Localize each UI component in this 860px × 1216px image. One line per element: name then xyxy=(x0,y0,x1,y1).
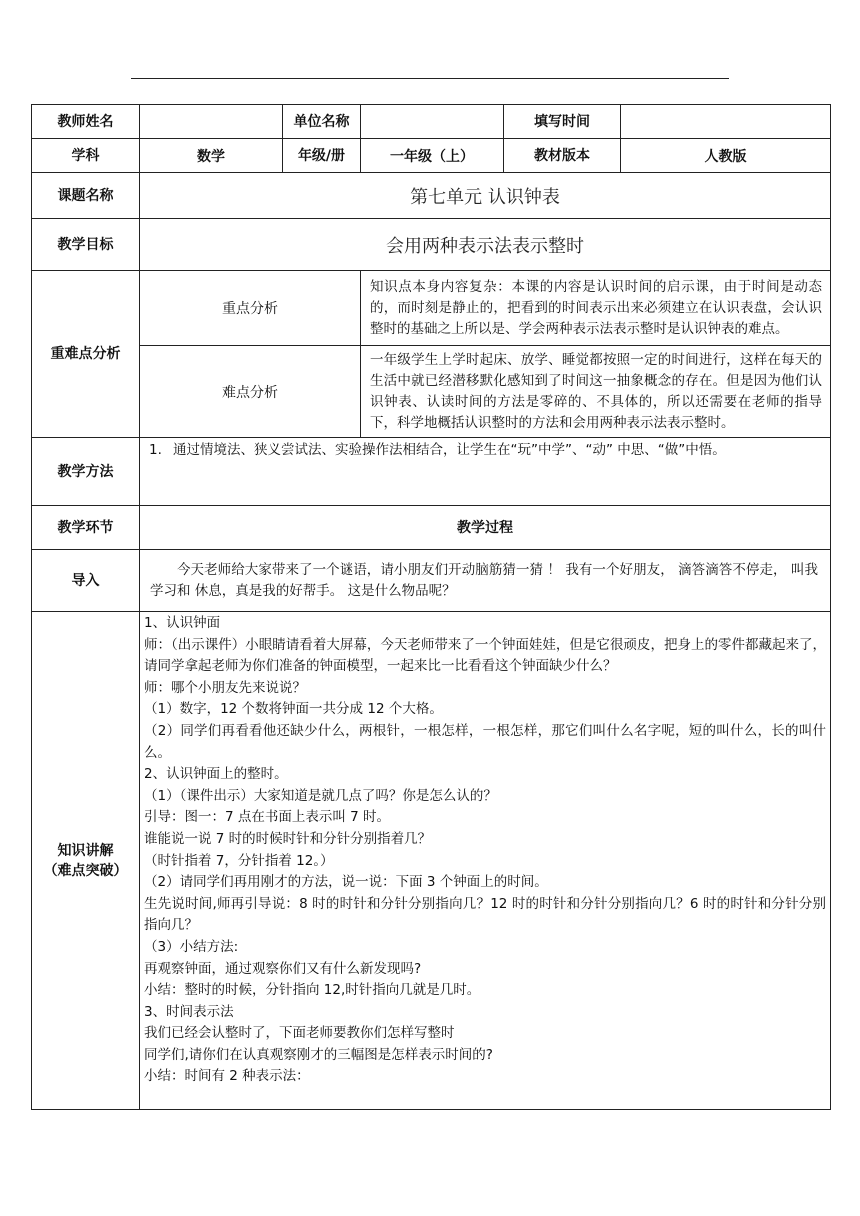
knowledge-line: （时针指着 7，分针指着 12。） xyxy=(144,852,334,869)
knowledge-line: （2）同学们再看看他还缺少什么，两根针，一根怎样，一根怎样，那它们叫什么名字呢，短的叫什么，长的叫什么。 xyxy=(144,722,826,761)
row-intro xyxy=(32,550,831,612)
knowledge-line: 生先说时间,师再引导说：8 时的时针和分针分别指向几？12 时的时针和分针分别指向几？6 时的时针和分针分别指向几？ xyxy=(144,895,826,934)
subject-label: 学科 xyxy=(32,139,140,173)
knowledge-line: 3、时间表示法 xyxy=(144,1003,234,1020)
knowledge-line: 1、认识钟面 xyxy=(144,615,221,631)
teacher-name-field[interactable] xyxy=(140,105,283,139)
row-teaching-method xyxy=(32,438,831,506)
textbook-value: 人教版 xyxy=(621,139,831,173)
unit-name-label: 单位名称 xyxy=(283,105,361,139)
knowledge-line: 同学们,请你们在认真观察刚才的三幅图是怎样表示时间的? xyxy=(144,1046,493,1063)
header-rule xyxy=(131,78,729,79)
teacher-name-label: 教师姓名 xyxy=(32,105,140,139)
row-key-analysis xyxy=(32,271,831,346)
knowledge-line: 小结：整时的时候，分针指向 12,时针指向几就是几时。 xyxy=(144,982,481,999)
row-subject xyxy=(32,139,831,173)
knowledge-label-line-1: 知识讲解 xyxy=(57,842,114,859)
grade-label: 年级/册 xyxy=(283,139,361,173)
knowledge-content xyxy=(140,612,831,1110)
teaching-method-label: 教学方法 xyxy=(32,438,140,506)
knowledge-line: 师：哪个小朋友先来说说？ xyxy=(144,679,306,696)
teaching-goal-label: 教学目标 xyxy=(32,219,140,271)
knowledge-line: （1）（课件出示）大家知道是就几点了吗？你是怎么认的？ xyxy=(144,787,497,804)
knowledge-line: 师：（出示课件）小眼睛请看着大屏幕，今天老师带来了一个钟面娃娃，但是它很顽皮，把身上的零件都藏起来了，请同学拿起老师为你们准备的钟面模型，一起来比一比看看这个钟面缺少什么？ xyxy=(144,636,826,675)
knowledge-label xyxy=(32,612,140,1110)
unit-name-field[interactable] xyxy=(361,105,504,139)
fill-time-label: 填写时间 xyxy=(504,105,621,139)
textbook-label: 教材版本 xyxy=(504,139,621,173)
intro-text: 今天老师给大家带来了一个谜语，请小朋友们开动脑筋猜一猜 ！ 我有一个好朋友， 滴答滴答不停走， 叫我学习和 休息，真是我的好帮手。 这是什么物品呢？ xyxy=(140,550,831,612)
knowledge-line: 我们已经会认整时了，下面老师要教你们怎样写整时 xyxy=(144,1025,455,1042)
teaching-process-label: 教学过程 xyxy=(140,506,831,550)
teaching-method-text-cell xyxy=(140,438,831,506)
difficult-analysis-label: 难点分析 xyxy=(140,346,361,438)
knowledge-line: （2）请同学们再用刚才的方法，说一说：下面 3 个钟面上的时间。 xyxy=(144,874,548,891)
knowledge-line: 引导：图一：7 点在书面上表示叫 7 时。 xyxy=(144,809,391,826)
analysis-label: 重难点分析 xyxy=(32,271,140,438)
key-analysis-label: 重点分析 xyxy=(140,271,361,346)
knowledge-line: 谁能说一说 7 时的时候时针和分针分别指着几？ xyxy=(144,830,432,847)
knowledge-label-line-2: （难点突破） xyxy=(43,862,128,879)
method-item-number: 1. xyxy=(149,442,162,458)
fill-time-field[interactable] xyxy=(621,105,831,139)
row-difficult-analysis xyxy=(32,346,831,438)
method-item-text: 通过情境法、狭义尝试法、实验操作法相结合，让学生在“玩”中学”、“动” 中思、“做”中悟。 xyxy=(173,442,726,458)
row-teaching-goal xyxy=(32,219,831,271)
intro-label: 导入 xyxy=(32,550,140,612)
row-process-header xyxy=(32,506,831,550)
row-knowledge xyxy=(32,612,831,1110)
grade-value: 一年级（上） xyxy=(361,139,504,173)
knowledge-line: 2、认识钟面上的整时。 xyxy=(144,766,288,783)
teaching-goal-value: 会用两种表示法表示整时 xyxy=(140,219,831,271)
lesson-title-value: 第七单元 认识钟表 xyxy=(140,173,831,219)
teaching-stage-label: 教学环节 xyxy=(32,506,140,550)
key-analysis-text: 知识点本身内容复杂：本课的内容是认识时间的启示课，由于时间是动态的，而时刻是静止的，把看到的时间表示出来必须建立在认识表盘，会认识整时的基础之上所以是、学会两种表示法表示整时是认识钟表的难点。 xyxy=(361,271,831,346)
row-lesson-title xyxy=(32,173,831,219)
lesson-plan-table xyxy=(31,104,831,1110)
lesson-title-label: 课题名称 xyxy=(32,173,140,219)
knowledge-line: （1）数字，12 个数将钟面一共分成 12 个大格。 xyxy=(144,701,443,718)
difficult-analysis-text: 一年级学生上学时起床、放学、睡觉都按照一定的时间进行，这样在每天的生活中就已经潜移默化感知到了时间这一抽象概念的存在。但是因为他们认识钟表、认读时间的方法是零碎的、不具体的，所以还需要在老师的指导下，科学地概括认识整时的方法和会用两种表示法表示整时。 xyxy=(361,346,831,438)
subject-value: 数学 xyxy=(140,139,283,173)
knowledge-line: 小结：时间有 2 种表示法： xyxy=(144,1068,310,1085)
knowledge-line: 再观察钟面，通过观察你们又有什么新发现吗? xyxy=(144,960,422,977)
knowledge-line: （3）小结方法: xyxy=(144,938,239,955)
method-list-item xyxy=(149,440,822,461)
row-teacher xyxy=(32,105,831,139)
